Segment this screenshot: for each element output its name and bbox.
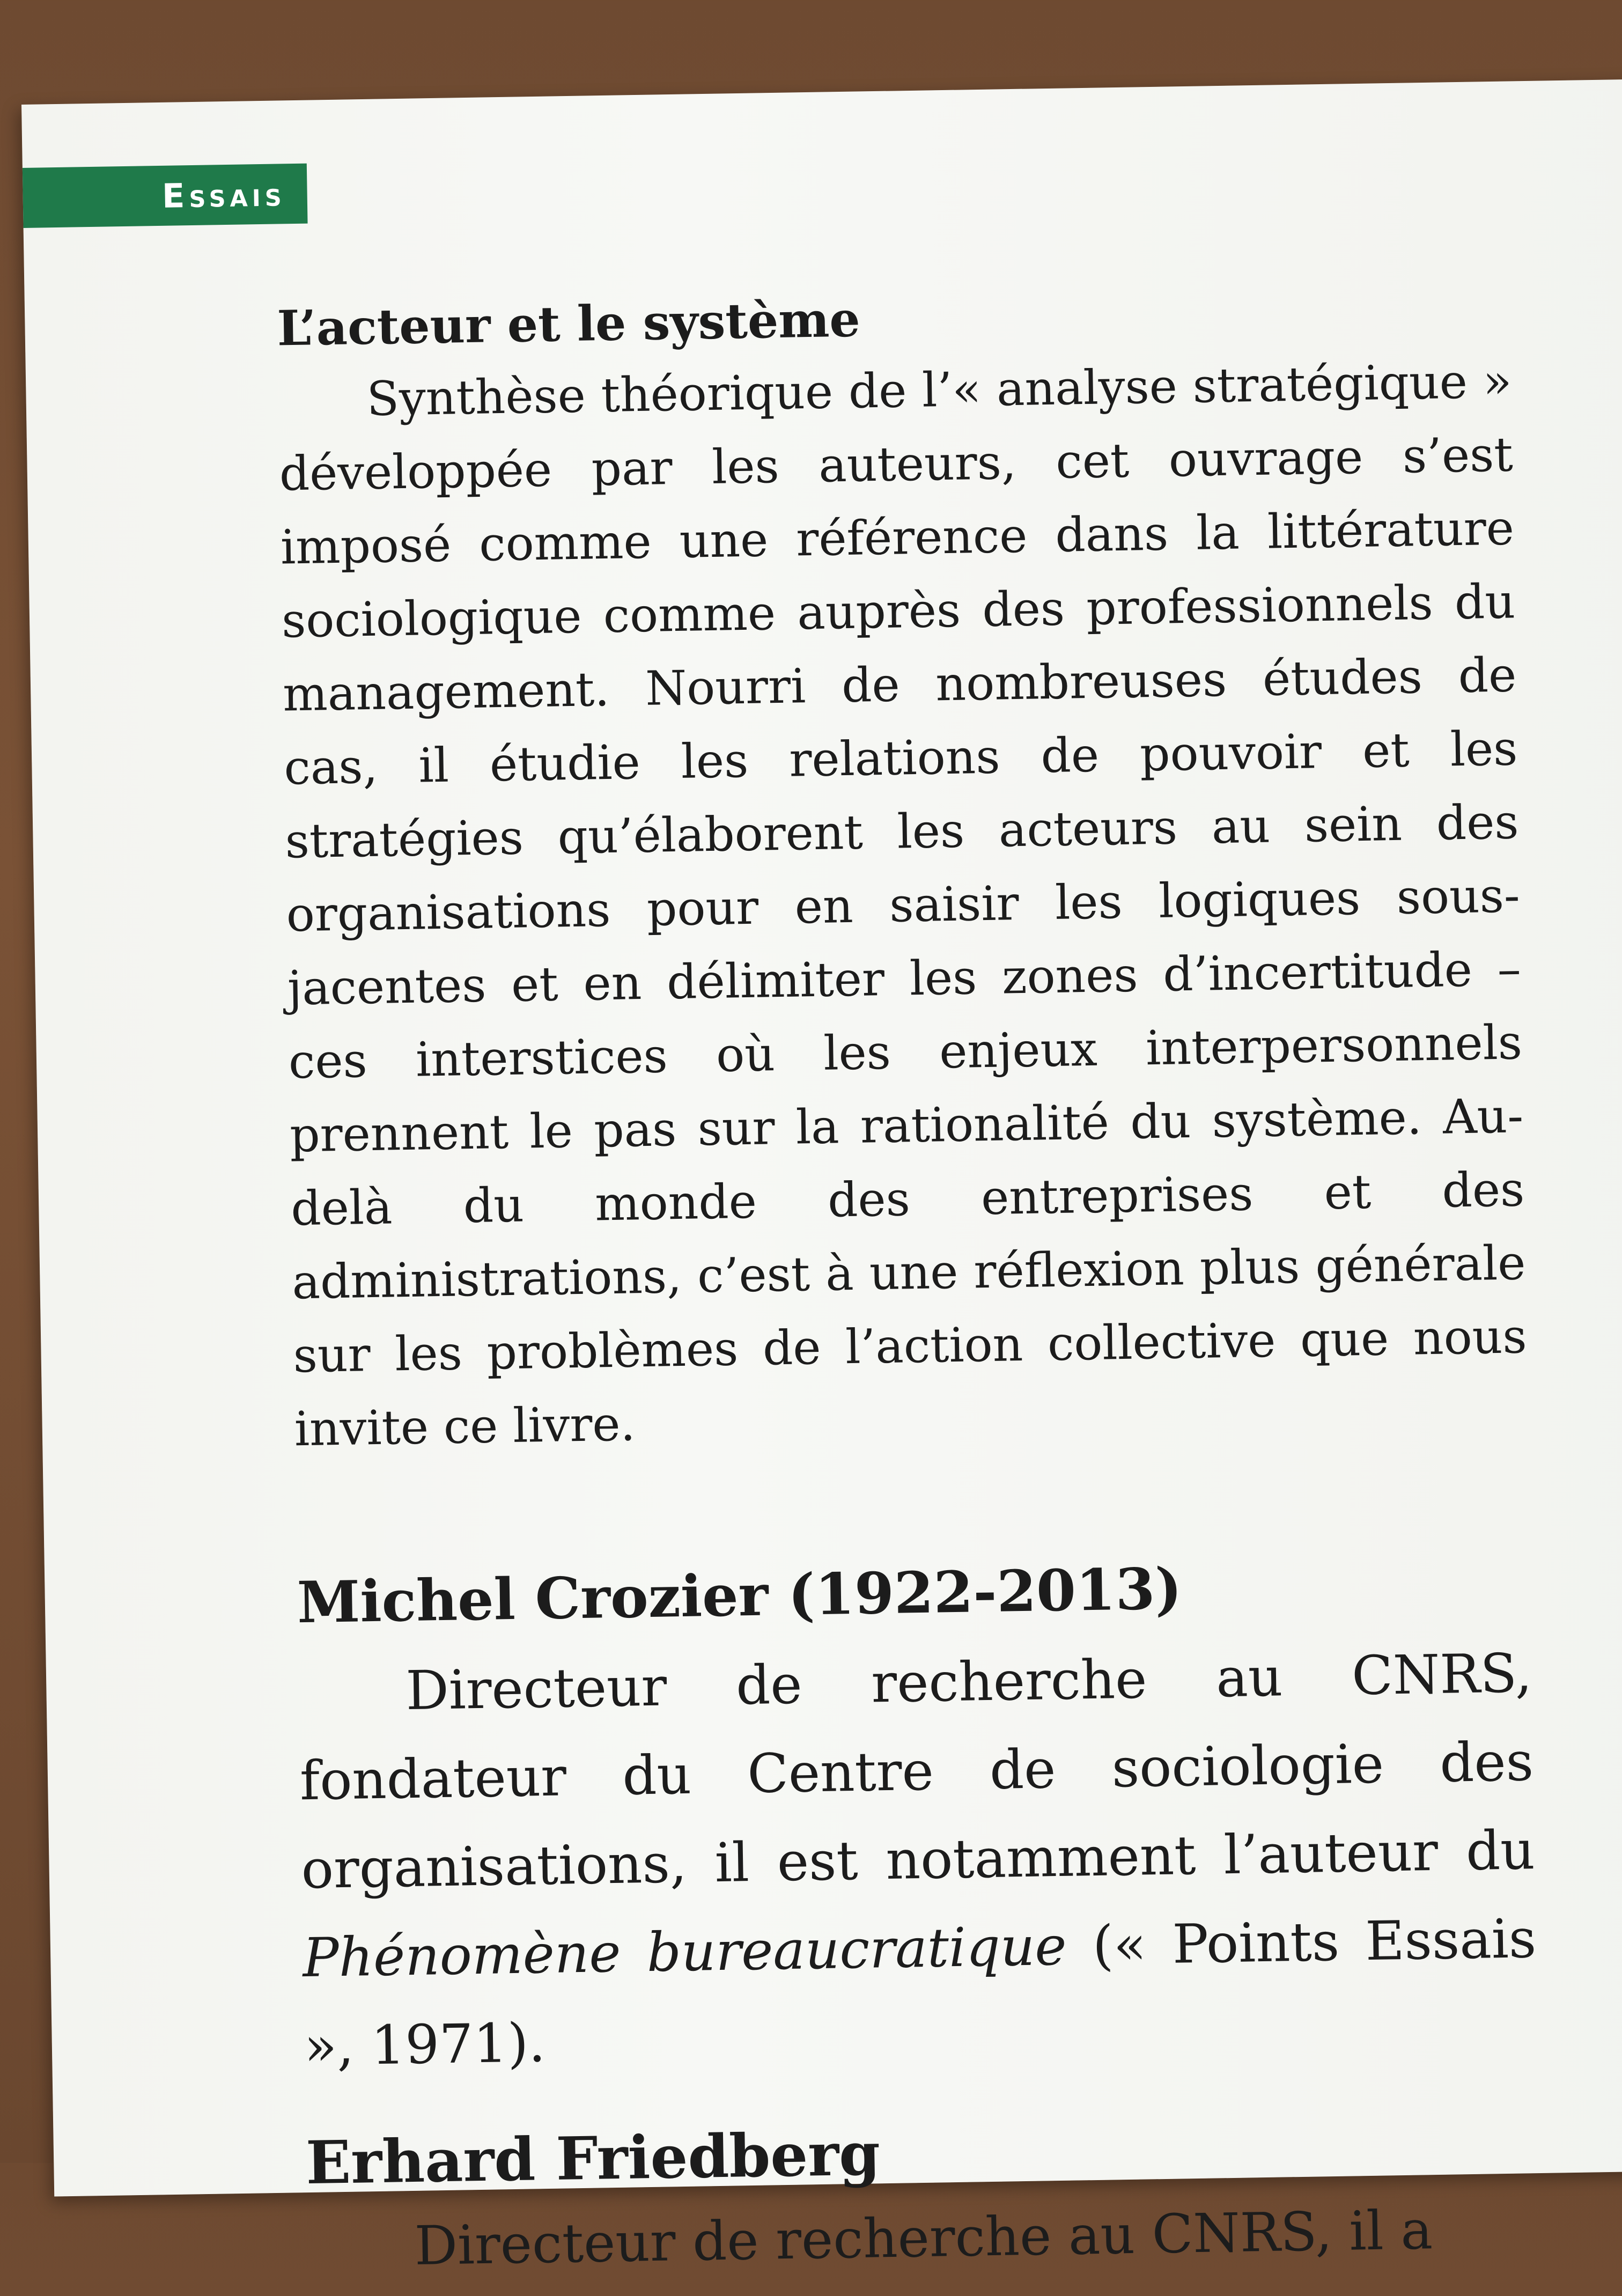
author-bio-1-end: (« Points Essais », 1971). xyxy=(304,1907,1537,2078)
author-bio-1-work: Phénomène bureaucratique xyxy=(302,1914,1067,1990)
author-name-2: Erhard Friedberg xyxy=(305,2119,881,2198)
author-name-1: Michel Crozier (1922-2013) xyxy=(296,1555,1183,1636)
book-summary: Synthèse théorique de l’« analyse stratégique » développée par les auteurs, cet ouvrage s’est imposé comme une référence dans la littérature sociologique comme auprès des professionnels du management. Nourri de nombreuses études de cas, il étudie les relations de pouvoir et les stratégies qu’élaborent les acteurs au sein des organisations pour en saisir les logiques sous-jacentes et en délimiter les zones d’incertitude – ces interstices où les enjeux interpersonnels prennent le pas sur la rationalité du système. Au-delà du monde des entreprises et des administrations, c’est à une réflexion plus générale sur les problèmes de l’action collective que nous invite ce livre. xyxy=(279,353,1528,1457)
cover-text xyxy=(277,274,1542,2292)
collection-tag: Essais xyxy=(23,164,308,228)
book-title: L’acteur et le système xyxy=(276,291,861,357)
author-bio-1 xyxy=(298,1629,1538,2091)
author-bio-1-start: Directeur de recherche au CNRS, fondateur du Centre de sociologie des organisations, il est notamment l’auteur du xyxy=(299,1642,1536,1901)
author-bio-2: Directeur de recherche au CNRS, il a xyxy=(414,2198,1433,2277)
book-back-cover xyxy=(21,79,1622,2277)
